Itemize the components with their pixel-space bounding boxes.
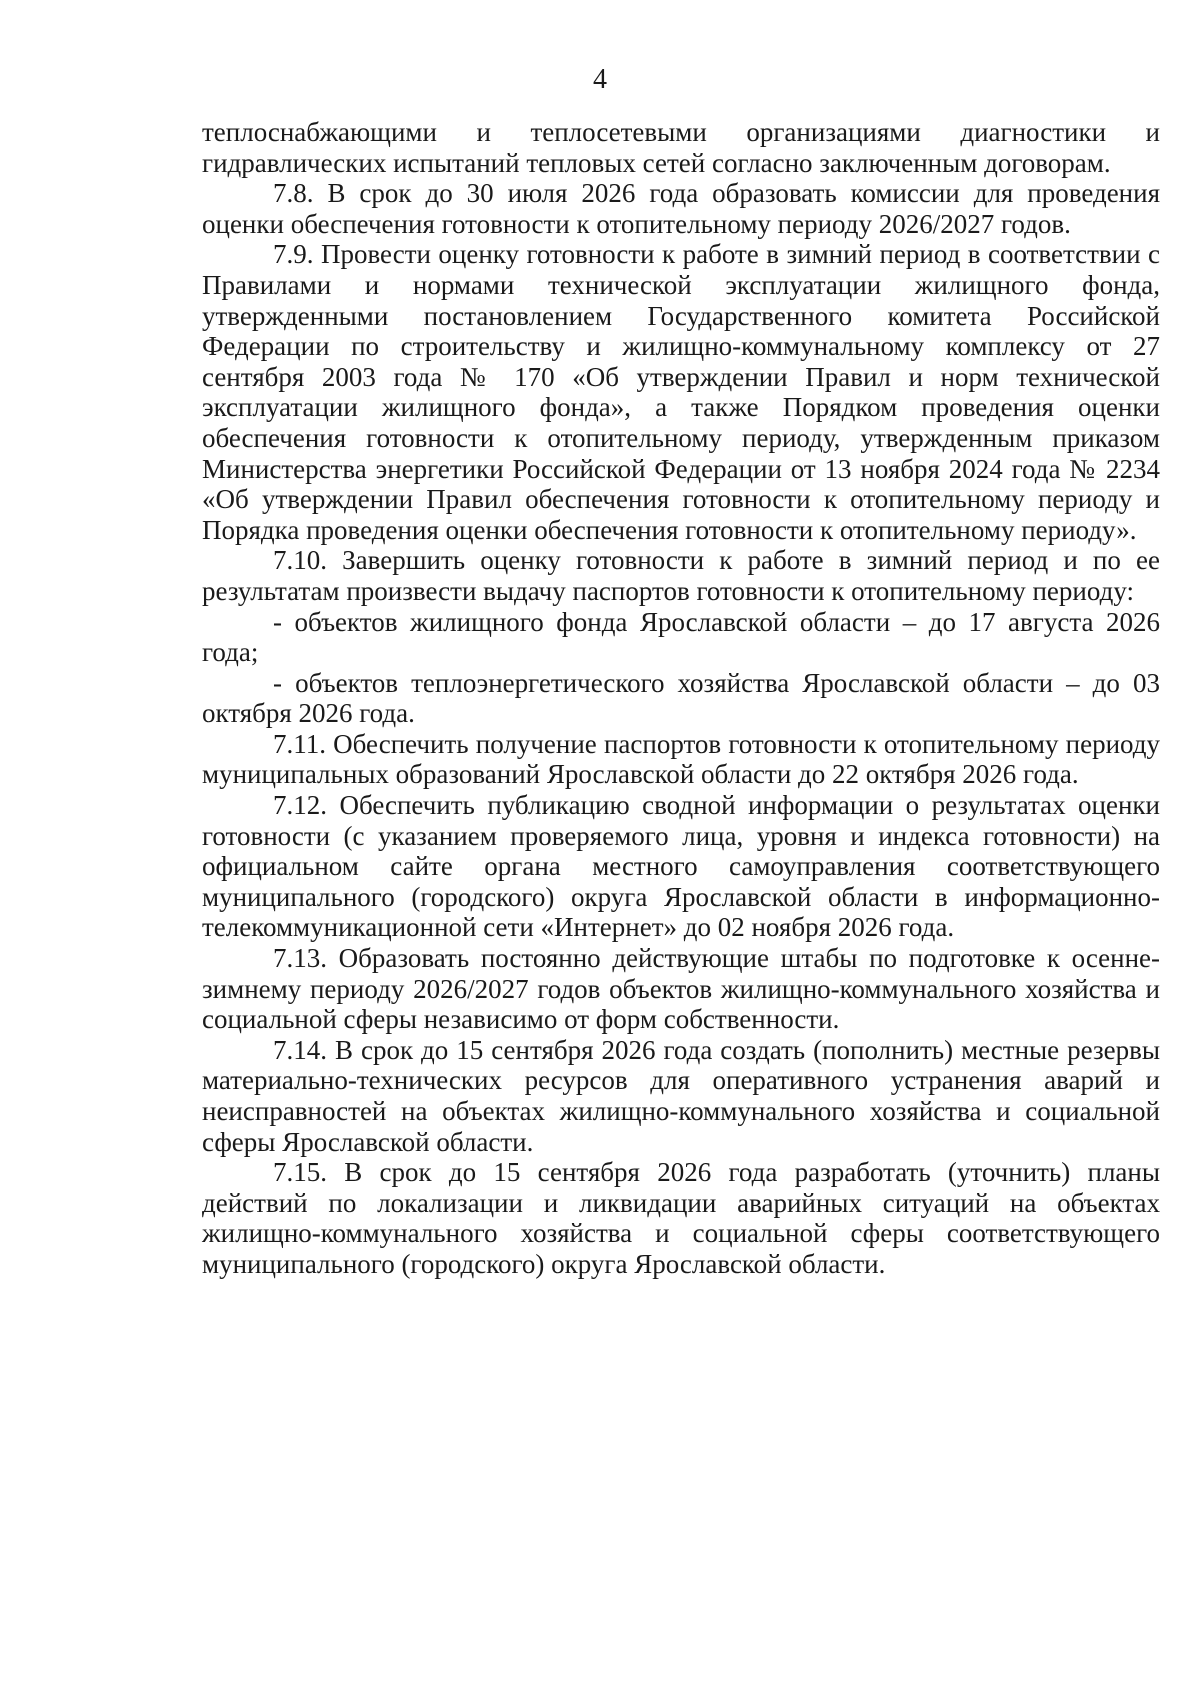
paragraph-continuation: теплоснабжающими и теплосетевыми организациями диагностики и гидравлических испытаний тепловых сетей согласно заключенным договорам. xyxy=(202,117,1160,178)
clause-7-13: 7.13. Образовать постоянно действующие штабы по подготовке к осенне-зимнему периоду 2026/2027 годов объектов жилищно-коммунального хозяйства и социальной сферы независимо от форм собственности. xyxy=(202,943,1160,1035)
page-number: 4 xyxy=(593,64,607,95)
clause-7-9: 7.9. Провести оценку готовности к работе в зимний период в соответствии с Правилами и нормами технической эксплуатации жилищного фонда, утвержденными постановлением Государственного комитета Российской Федерации по строительству и жилищно-коммунальному комплексу от 27 сентября 2003 года № 170 «Об утверждении Правил и норм технической эксплуатации жилищного фонда», а также Порядком проведения оценки обеспечения готовности к отопительному периоду, утвержденным приказом Министерства энергетики Российской Федерации от 13 ноября 2024 года № 2234 «Об утверждении Правил обеспечения готовности к отопительному периоду и Порядка проведения оценки обеспечения готовности к отопительному периоду». xyxy=(202,239,1160,545)
clause-7-15: 7.15. В срок до 15 сентября 2026 года разработать (уточнить) планы действий по локализации и ликвидации аварийных ситуаций на объектах жилищно-коммунального хозяйства и социальной сферы соответствующего муниципального (городского) округа Ярославской области. xyxy=(202,1157,1160,1279)
clause-7-10-item-heat-energy: - объектов теплоэнергетического хозяйства Ярославской области – до 03 октября 2026 года. xyxy=(202,667,1160,729)
clause-7-11: 7.11. Обеспечить получение паспортов готовности к отопительному периоду муниципальных образований Ярославской области до 22 октября 2026 года. xyxy=(202,728,1160,790)
clause-7-10-item-housing: - объектов жилищного фонда Ярославской области – до 17 августа 2026 года; xyxy=(202,606,1160,668)
document-body xyxy=(202,117,1160,1280)
clause-7-10: 7.10. Завершить оценку готовности к работе в зимний период и по ее результатам произвести выдачу паспортов готовности к отопительному периоду: xyxy=(202,545,1160,606)
clause-7-8: 7.8. В срок до 30 июля 2026 года образовать комиссии для проведения оценки обеспечения готовности к отопительному периоду 2026/2027 годов. xyxy=(202,178,1160,239)
clause-7-12: 7.12. Обеспечить публикацию сводной информации о результатах оценки готовности (с указанием проверяемого лица, уровня и индекса готовности) на официальном сайте органа местного самоуправления соответствующего муниципального (городского) округа Ярославской области в информационно-телекоммуникационной сети «Интернет» до 02 ноября 2026 года. xyxy=(202,790,1160,943)
clause-7-14: 7.14. В срок до 15 сентября 2026 года создать (пополнить) местные резервы материально-технических ресурсов для оперативного устранения аварий и неисправностей на объектах жилищно-коммунального хозяйства и социальной сферы Ярославской области. xyxy=(202,1034,1160,1157)
